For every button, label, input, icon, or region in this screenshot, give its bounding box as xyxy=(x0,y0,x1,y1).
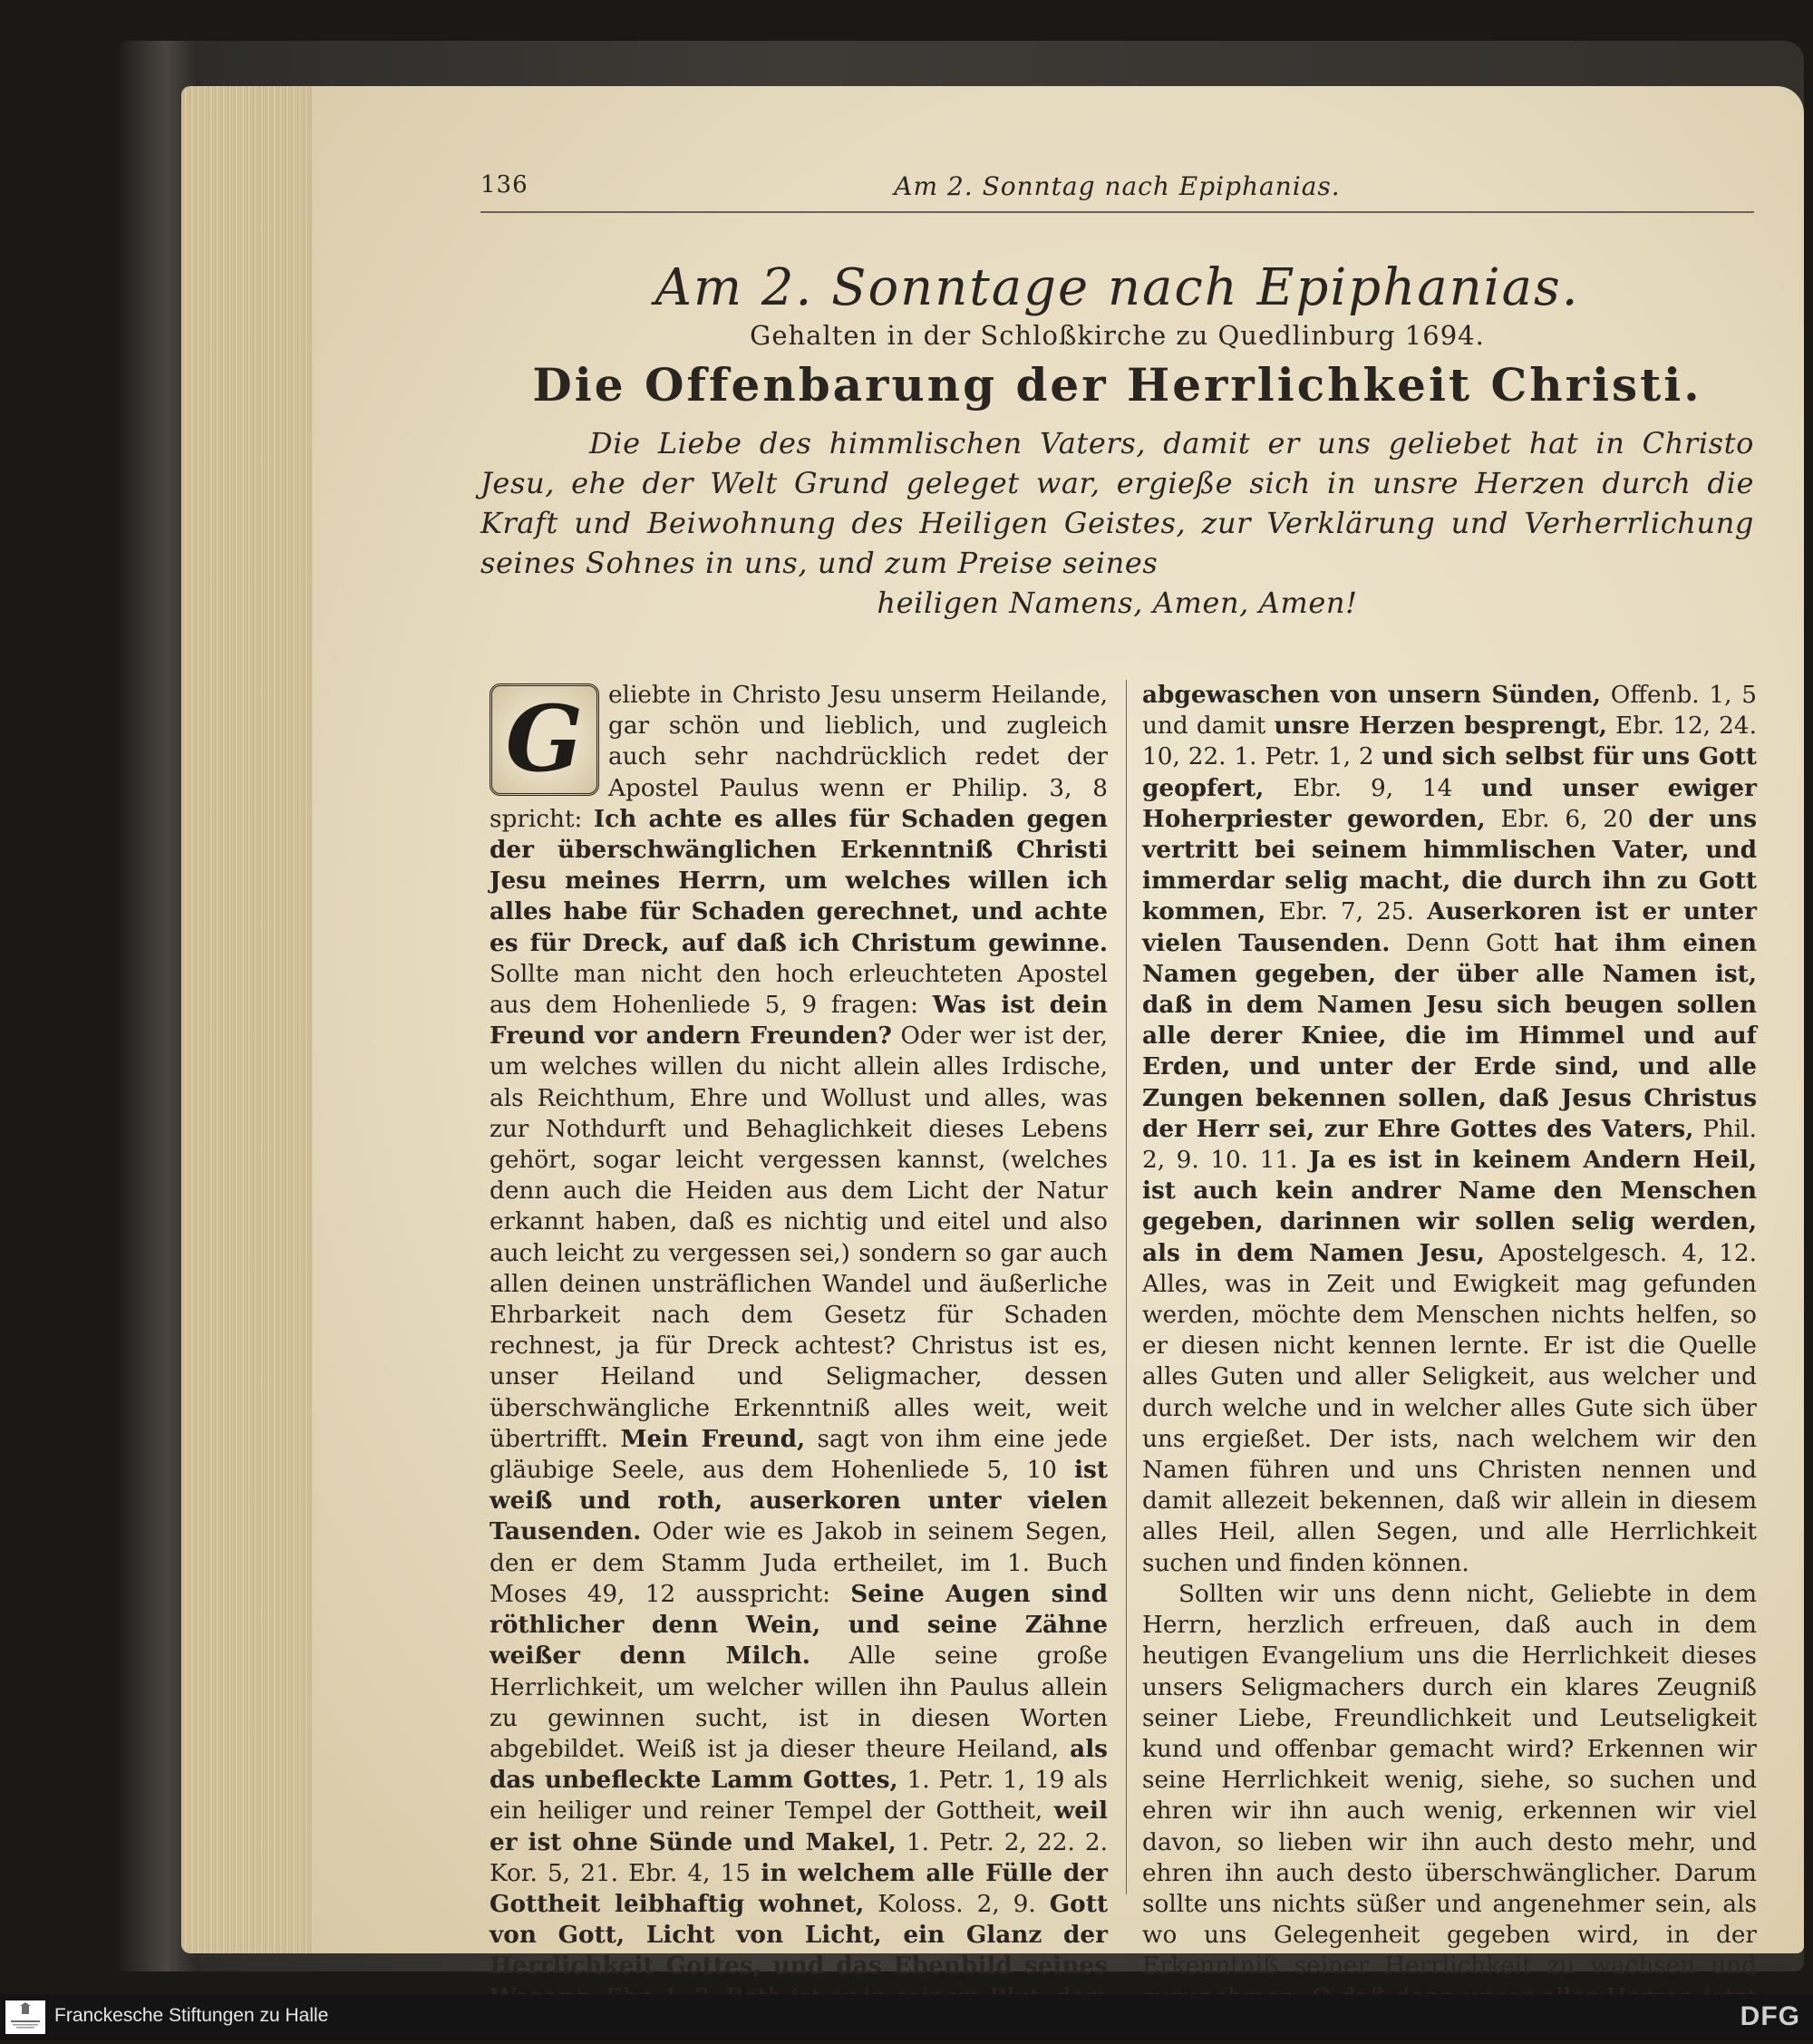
body-text: Phil. 2, 9. 10. 11. xyxy=(1142,1115,1758,1175)
emphasized-quote: ist weiß und roth, auserkoren unter vielen Tausenden. xyxy=(490,1456,1108,1546)
emphasized-quote: Auserkoren ist er unter vielen Tausenden. xyxy=(1142,897,1758,957)
emphasized-quote: Ich achte es alles für Schaden gegen der überschwänglichen Erkenntniß Christi Jesu meines Herrn, um welches willen ich alles habe für Schaden gerechnet, und achte es für Dreck, auf daß ich Christum gewinne. xyxy=(490,804,1108,957)
sermon-location: Gehalten in der Schloßkirche zu Quedlinburg 1694. xyxy=(750,320,1485,351)
body-text: Alle seine große Herrlichkeit, um welcher willen ihn Paulus allein zu gewinnen sucht, ist in diesen Worten abgebildet. Weiß ist ja dieser theure Heiland, xyxy=(490,1642,1108,1763)
body-text: Oder wer ist der, um welches willen du nicht allein alles Irdische, als Reichthum, Ehre und Wollust und alles, was zur Nothdurft und Behaglichkeit dieses Lebens gehört, sogar leicht vergessen kannst, (welches denn auch die Heiden aus dem Licht der Natur erkannt haben, daß es nichtig und eitel und also auch leicht zu vergessen sei,) sondern so gar auch allen deinen unsträflichen Wandel und äußerliche Ehrbarkeit nach dem Gesetz für Schaden rechnest, ja für Dreck achtest? Christus ist es, unser Heiland und Seligmacher, dessen überschwängliche Erkenntniß alles weit, weit übertrifft. xyxy=(490,1022,1108,1453)
body-text: 1. Petr. 1, 19 als ein heiliger und reiner Tempel der Gottheit, xyxy=(490,1767,1108,1826)
emphasized-quote: und sich selbst für uns Gott geopfert, xyxy=(1142,742,1758,802)
footer-bar xyxy=(0,1994,1813,2040)
running-head xyxy=(480,171,1754,213)
emphasized-quote: weil er ist ohne Sünde und Makel, xyxy=(490,1797,1108,1856)
column-divider xyxy=(1126,680,1127,1894)
body-text: Ebr. 6, 20 xyxy=(1485,805,1649,833)
emphasized-quote: Seine Augen sind röthlicher denn Wein, und seine Zähne weißer denn Milch. xyxy=(490,1579,1108,1671)
emphasized-quote: Gott von Gott, Licht von Licht, ein Glanz der Herrlichkeit Gottes, und das Ebenbild seines xyxy=(490,1889,1108,1981)
institution-logo-icon xyxy=(7,2002,44,2032)
emphasized-quote: Ja es ist in keinem Andern Heil, ist auch kein andrer Name den Menschen gegeben, darinnen wir sollen selig werden, als in dem Namen Jesu, xyxy=(1142,1146,1757,1267)
right-column-paragraph-1 xyxy=(1142,682,1757,1577)
emphasized-quote: in welchem alle Fülle der Gottheit leibhaftig wohnet, xyxy=(490,1858,1108,1918)
right-column-paragraph-2: Sollten wir uns denn nicht, Geliebte in dem Herrn, herzlich erfreuen, daß auch in dem heutigen Evangelium uns die Herrlichkeit dieses unsers Seligmachers durch ein klares Zeugniß seiner Liebe, Freundlichkeit und Leutseligkeit kund und offenbar gemacht wird? Erkennen wir seine Herrlichkeit wenig, siehe, so suchen und ehren wir ihn auch wenig, erkennen wir viel davon, so lieben wir ihn auch desto mehr, und ehren ihn auch desto überschwänglicher. Darum sollte uns nichts süßer und angenehmer sein, als wo uns Gelegenheit gegeben wird, in der Erkenntniß seiner Herrlichkeit zu wachsen und xyxy=(1142,1580,1757,1981)
drop-cap-initial: G xyxy=(490,683,599,796)
right-column xyxy=(1142,680,1758,1981)
institution-logo[interactable] xyxy=(5,2000,45,2034)
body-text: Denn Gott xyxy=(1390,929,1555,957)
page-number: 136 xyxy=(480,171,528,199)
emphasized-quote: und unser ewiger Hoherpriester geworden, xyxy=(1142,773,1757,833)
body-text: Ebr. 12, 24. 10, 22. 1. Petr. 1, 2 xyxy=(1142,712,1757,771)
institution-name[interactable]: Franckesche Stiftungen zu Halle xyxy=(54,2005,329,2026)
emphasized-quote: unsre Herzen besprengt, xyxy=(1274,712,1607,741)
emphasized-quote: als das unbefleckte Lamm Gottes, xyxy=(490,1734,1108,1795)
sermon-heading: Am 2. Sonntage nach Epiphanias. xyxy=(654,258,1580,317)
body-text: 1. Petr. 2, 22. 2. Kor. 5, 21. Ebr. 4, 15 xyxy=(490,1828,1108,1887)
body-text: Ebr. 9, 14 xyxy=(1264,774,1482,802)
body-text: Oder wie es Jakob in seinem Segen, den er dem Stamm Juda ertheilet, im 1. Buch Moses 49, 12 ausspricht: xyxy=(490,1518,1108,1608)
emphasized-quote: Was ist dein Freund vor andern Freunden? xyxy=(490,991,1108,1051)
emphasized-quote: hat ihm einen Namen gegeben, der über alle Namen ist, daß in dem Namen Jesu sich beugen sollen alle derer Kniee, die im Himmel und auf Erden, und unter der Erde sind, und alle Zungen bekennen sollen, daß Jesus Christus der Herr sei, zur Ehre Gottes des Vaters, xyxy=(1142,928,1757,1143)
body-text: Koloss. 2, 9. xyxy=(864,1890,1050,1918)
opening-prayer-text: Die Liebe des himmlischen Vaters, damit er uns geliebet hat in Christo Jesu, ehe der Welt Grund geleget war, ergieße sich in unsre Herzen durch die Kraft und Beiwohnung des Heiligen Geistes, zur Verklärung und Verherrlichung seines Sohnes in uns, und zum Preise seines xyxy=(480,426,1754,580)
book-page xyxy=(313,86,1804,1981)
dfg-logo[interactable]: DFG xyxy=(1740,2001,1800,2031)
opening-prayer-end: heiligen Namens, Amen, Amen! xyxy=(877,586,1358,620)
left-column xyxy=(490,680,1108,1981)
body-text: Sollte man nicht den hoch erleuchteten Apostel aus dem Hohenliede 5, 9 fragen: xyxy=(490,960,1108,1020)
page-edges xyxy=(181,86,322,1953)
body-text: Offenb. 1, 5 und damit xyxy=(1142,682,1757,741)
left-column-body xyxy=(490,682,1108,2042)
body-text: eliebte in Christo Jesu unserm Heilande, gar schön und lieblich, und zugleich auch sehr nachdrücklich redet der Apostel Paulus wenn er Philip. 3, 8 spricht: xyxy=(490,682,1108,833)
running-title: Am 2. Sonntag nach Epiphanias. xyxy=(894,171,1341,201)
emphasized-quote: Mein Freund, xyxy=(620,1424,806,1453)
emphasized-quote: abgewaschen von unsern Sünden, xyxy=(1142,681,1601,709)
opening-prayer xyxy=(480,423,1754,623)
body-text: Ebr. 7, 25. xyxy=(1265,898,1428,926)
body-text: sagt von ihm eine jede gläubige Seele, aus dem Hohenliede 5, 10 xyxy=(490,1425,1108,1485)
emphasized-quote: der uns vertritt bei seinem himmlischen Vater, und immerdar selig macht, die durch ihn zu Gott kommen, xyxy=(1142,804,1758,926)
body-text: Apostelgesch. 4, 12. Alles, was in Zeit und Ewigkeit mag gefunden werden, möchte dem Menschen nichts helfen, so er diesen nicht kennen lernte. Er ist die Quelle alles Guten und aller Seligkeit, aus welcher und durch welche und in welcher alles Gute sich über uns ergießet. Der ists, nach welchem wir den Namen führen und uns Christen nennen und damit allezeit bekennen, daß wir allein in diesem alles Heil, allen Segen, und alle Herrlichkeit suchen und finden können. xyxy=(1142,1239,1757,1577)
sermon-title: Die Offenbarung der Herrlichkeit Christi. xyxy=(532,358,1702,412)
